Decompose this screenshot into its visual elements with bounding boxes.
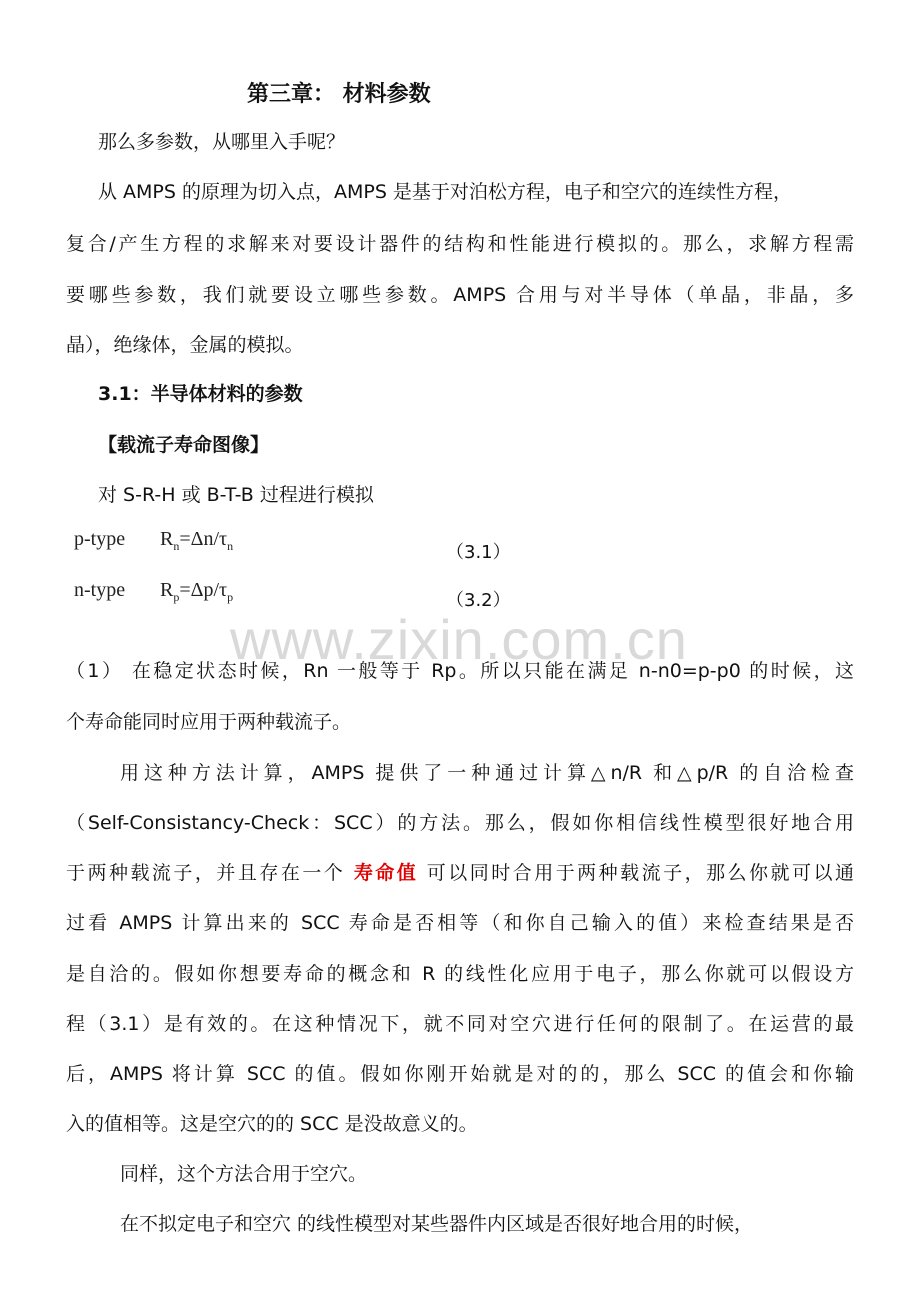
paragraph-scc-line-2: （Self-Consistancy-Check：SCC）的方法。那么，假如你相信线性模型很好地合用 — [66, 812, 854, 834]
subsection-heading: 【载流子寿命图像】 — [98, 434, 270, 456]
formula-type-label-2: n-type — [74, 579, 126, 601]
equation-number-2: （3.2） — [446, 590, 511, 611]
paragraph-scc-line-4: 过看 AMPS 计算出来的 SCC 寿命是否相等（和你自己输入的值）来检查结果是否 — [66, 912, 854, 934]
formula-2: $R_p=\Delta p/\tau_p$ — [160, 579, 234, 604]
paragraph-note-line-2: 个寿命能同时应用于两种载流子。 — [66, 711, 352, 733]
paragraph-scc-line-1: 用这种方法计算，AMPS 提供了一种通过计算△n/R 和△p/R 的自洽检查 — [120, 762, 854, 784]
paragraph-scc-line-8: 入的值相等。这是空穴的的 SCC 是没故意义的。 — [66, 1113, 478, 1135]
paragraph-intro-line-1: 从 AMPS 的原理为切入点，AMPS 是基于对泊松方程，电子和空穴的连续性方程， — [98, 181, 792, 203]
watermark: www.zixin.com.cn — [230, 608, 688, 671]
paragraph-holes: 同样，这个方法合用于空穴。 — [120, 1163, 368, 1185]
paragraph-intro-line-4: 晶），绝缘体，金属的模拟。 — [66, 334, 304, 356]
paragraph-scc-line-3: 于两种载流子，并且存在一个 寿命值 可以同时合用于两种载流子，那么你就可以通 — [66, 862, 854, 884]
paragraph-scc-line-5: 是自洽的。假如你想要寿命的概念和 R 的线性化应用于电子，那么你就可以假设方 — [66, 963, 854, 985]
section-heading: 3.1：半导体材料的参数 — [98, 383, 303, 405]
paragraph-note-line-1: （1） 在稳定状态时候，Rn 一般等于 Rp。所以只能在满足 n-n0=p-p0 的时候，这 — [66, 660, 854, 682]
paragraph-question: 那么多参数，从哪里入手呢？ — [98, 131, 346, 153]
formula-type-label-1: p-type — [74, 528, 126, 550]
paragraph-linear-model: 在不拟定电子和空穴 的线性模型对某些器件内区域是否很好地合用的时候， — [120, 1213, 754, 1235]
paragraph-scc-line-7: 后，AMPS 将计算 SCC 的值。假如你刚开始就是对的的，那么 SCC 的值会和你输 — [66, 1063, 854, 1085]
chapter-title: 第三章： 材料参数 — [247, 82, 431, 107]
paragraph-simulation: 对 S-R-H 或 B-T-B 过程进行模拟 — [98, 484, 374, 506]
highlight-lifetime: 寿命值 — [353, 862, 419, 884]
paragraph-intro-line-2: 复合/产生方程的求解来对要设计器件的结构和性能进行模拟的。那么，求解方程需 — [66, 233, 854, 255]
equation-number-1: （3.1） — [446, 542, 511, 563]
formula-1: $R_n=\Delta n/\tau_n$ — [160, 528, 234, 553]
paragraph-intro-line-3: 要哪些参数，我们就要设立哪些参数。AMPS 合用与对半导体（单晶，非晶，多 — [66, 284, 854, 306]
paragraph-scc-line-6: 程（3.1）是有效的。在这种情况下，就不同对空穴进行任何的限制了。在运营的最 — [66, 1013, 854, 1035]
